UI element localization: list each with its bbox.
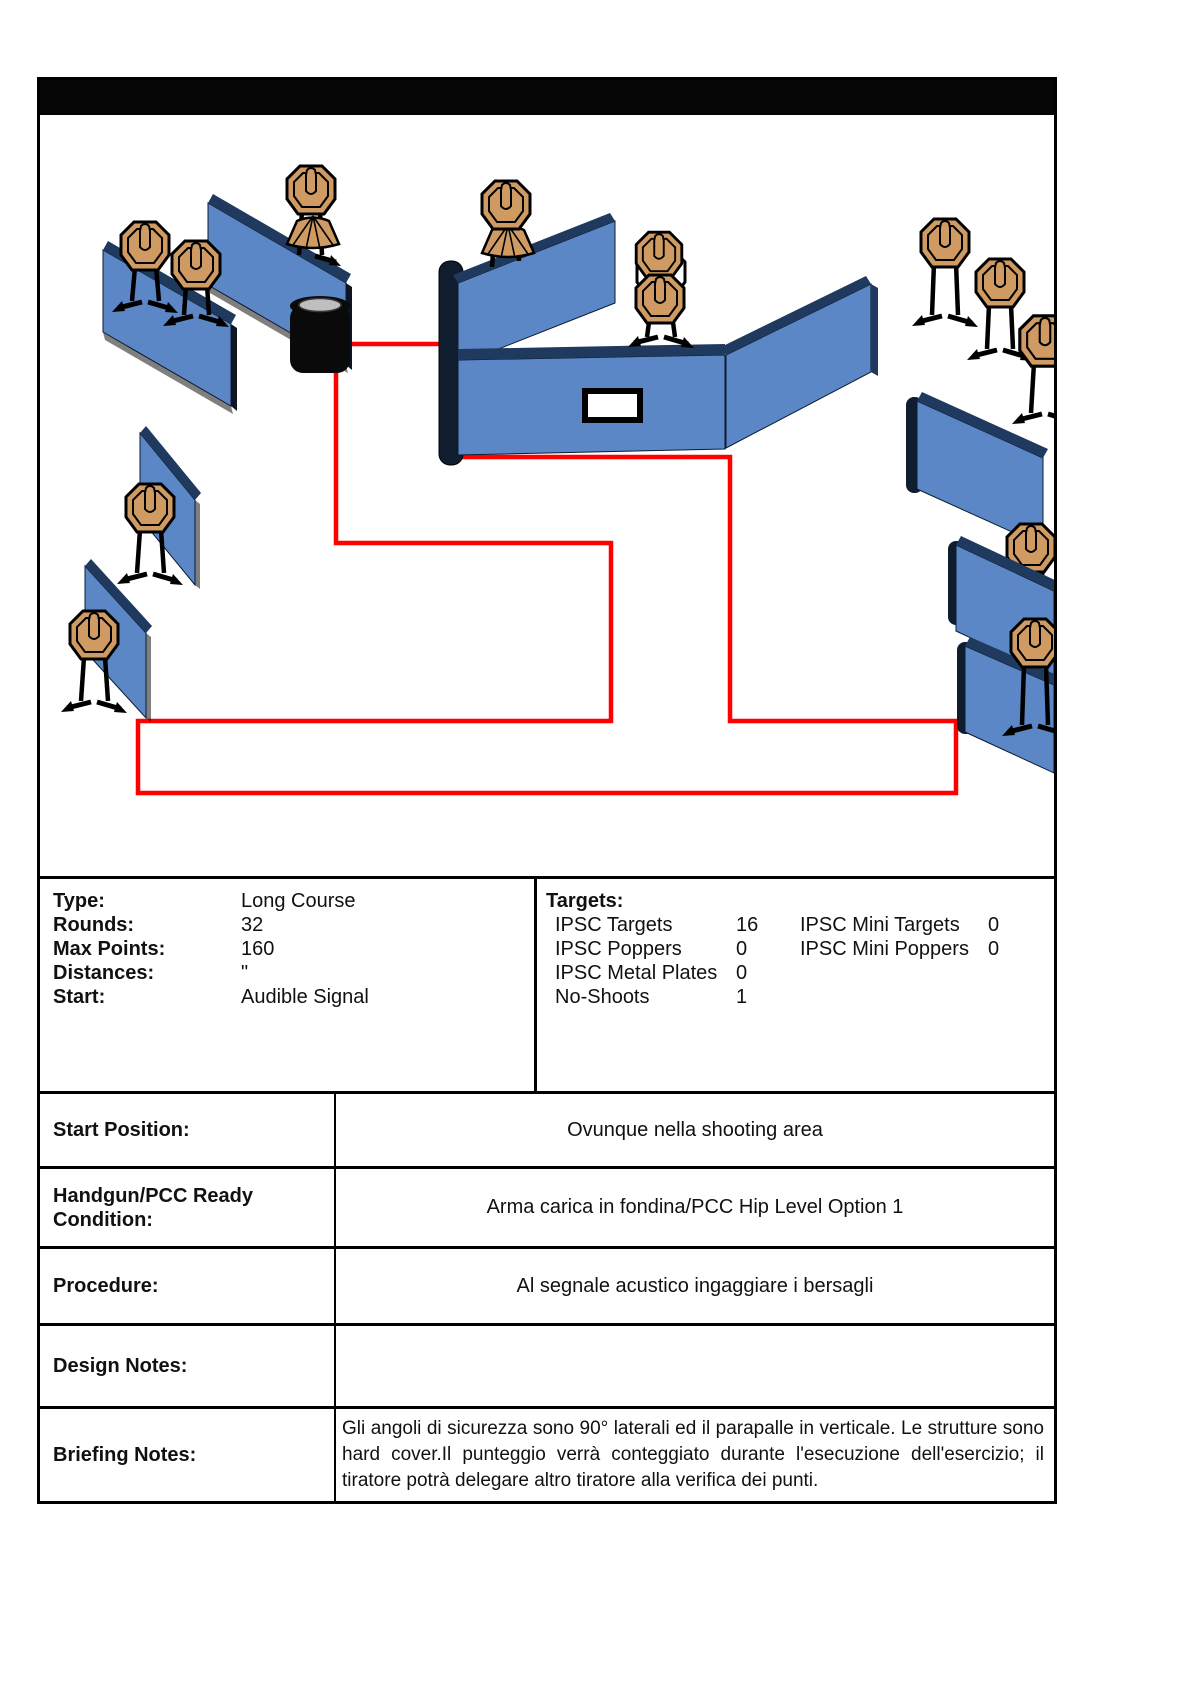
targets-header: Targets: [546,890,624,912]
info-distances-value: " [241,962,249,984]
info-rounds [53,913,534,937]
partial-target-1 [287,216,339,249]
info-max-points [53,937,534,961]
targets-row-2-value: 0 [736,938,748,960]
targets-row-1-label: IPSC Targets [555,914,673,936]
targets-row-2 [546,937,1054,961]
targets-row-1-label2: IPSC Mini Targets [800,914,960,936]
ipsc-target-7 [912,219,978,327]
procedure-value: Al segnale acustico ingaggiare i bersagli [516,1274,874,1297]
targets-row-4 [546,985,1054,1009]
info-start-value: Audible Signal [241,986,369,1008]
targets-row-3-value: 0 [736,962,748,984]
targets-row-1-value2: 0 [988,914,1000,936]
row-briefing-notes [40,1406,1054,1501]
targets-row-3 [546,961,1054,985]
ipsc-target-6 [636,275,684,323]
stage-briefing-document [37,77,1057,1504]
targets-row-4-label: No-Shoots [555,986,650,1008]
targets-row-4-value: 1 [736,986,748,1008]
stage-info-left [40,879,537,1091]
info-distances-label: Distances: [53,962,155,984]
design-notes-label: Design Notes: [53,1355,188,1377]
row-start-position [40,1091,1054,1166]
targets-row-2-label2: IPSC Mini Poppers [800,938,969,960]
info-rounds-value: 32 [241,914,264,936]
info-distances [53,961,534,985]
info-start [53,985,534,1009]
targets-row-4-label2 [800,985,988,1009]
barrel [290,296,350,373]
row-ready-condition [40,1166,1054,1246]
briefing-notes-value: Gli angoli di sicurezza sono 90° laterali ed il parapalle in verticale. Le strutture sono hard cover.Il punteggio verrà conteggiato durante l'esecuzione dell'esercizio; il tiratore potrà delegare altro tiratore alla verifica dei punti. [342,1418,1044,1491]
targets-row-2-value2: 0 [988,938,1000,960]
briefing-notes-label: Briefing Notes: [53,1444,197,1466]
targets-row-2-label: IPSC Poppers [555,938,682,960]
stage-diagram [40,115,1054,879]
wall-port [585,391,640,420]
info-type [53,889,534,913]
ipsc-target-5 [636,232,682,278]
row-procedure [40,1246,1054,1323]
info-start-label: Start: [53,986,106,1008]
info-rounds-label: Rounds: [53,914,135,936]
start-position-label: Start Position: [53,1119,190,1141]
targets-row-1 [546,913,1054,937]
info-max-points-value: 160 [241,938,275,960]
row-design-notes [40,1323,1054,1406]
procedure-label: Procedure: [53,1275,159,1297]
info-type-value: Long Course [241,890,356,912]
stage-diagram-svg [40,115,1054,876]
ready-condition-label: Handgun/PCC Ready Condition: [53,1184,254,1231]
stage-title-bar [40,80,1054,115]
targets-row-4-value2 [988,985,1054,1009]
targets-row-3-label2 [800,961,988,985]
ipsc-target-9 [1012,316,1054,425]
wall-5 [721,276,878,448]
targets-row-1-value: 16 [736,914,759,936]
info-type-label: Type: [53,890,105,912]
stage-info-row [40,879,1054,1091]
start-position-value: Ovunque nella shooting area [567,1118,823,1141]
stage-info-targets [537,879,1054,1091]
info-max-points-label: Max Points: [53,938,166,960]
ready-condition-value: Arma carica in fondina/PCC Hip Level Option 1 [486,1196,904,1218]
targets-row-3-value2 [988,961,1054,985]
targets-row-3-label: IPSC Metal Plates [555,962,718,984]
target-stack-with-noshoot [628,232,694,348]
design-notes-value [336,1326,1054,1406]
wall-3 [453,213,615,365]
wall-4-front [458,344,725,455]
